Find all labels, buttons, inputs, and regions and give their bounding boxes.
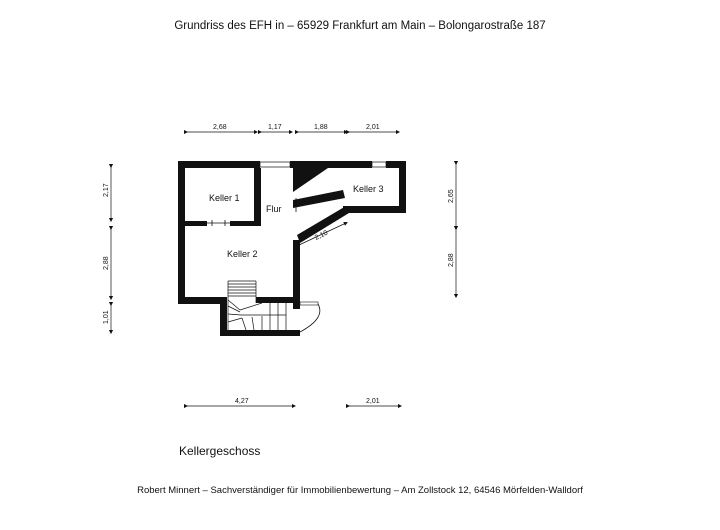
dim-left-1: 2,17: [103, 183, 110, 197]
floor-label: Kellergeschoss: [179, 444, 261, 458]
wall-right-keller3: [399, 161, 406, 213]
wall-top-left: [178, 161, 260, 168]
door-swing-exterior: [300, 304, 320, 332]
window-top-right: [372, 162, 386, 167]
wall-keller1-bottom-right: [230, 221, 261, 226]
dim-bottom-2: 2,01: [366, 398, 380, 405]
dim-bottom-1: 4,27: [235, 398, 249, 405]
wall-flur-right: [293, 240, 300, 304]
wall-bottom-left: [178, 297, 220, 304]
dim-left-3: 1,01: [103, 310, 110, 324]
footer-text: Robert Minnert – Sachverständiger für Immobilienbewertung – Am Zollstock 12, 64546 Mörfelden-Walldorf: [137, 485, 583, 496]
dim-left-2: 2,88: [103, 256, 110, 270]
room-keller1: Keller 1: [209, 193, 240, 203]
window-top-left: [260, 162, 290, 167]
wall-left: [178, 161, 185, 304]
wall-chimney: [293, 168, 328, 192]
dim-top-3: 1,88: [314, 124, 328, 131]
room-keller2: Keller 2: [227, 249, 258, 259]
door-leaf-exterior: [300, 302, 318, 305]
dim-right-1: 2,65: [448, 189, 455, 203]
wall-stair-right: [293, 297, 300, 309]
dim-top-4: 2,01: [366, 124, 380, 131]
wall-keller1-bottom-left: [185, 221, 207, 226]
wall-bottom-keller3: [343, 206, 406, 213]
plan-title: Grundriss des EFH in – 65929 Frankfurt am Main – Bolongarostraße 187: [174, 20, 546, 32]
dim-top-2: 1,17: [268, 124, 282, 131]
wall-stair-bottom: [220, 330, 300, 336]
wall-top-mid: [290, 161, 372, 168]
wall-flur-diagonal-upper: [293, 190, 345, 208]
dim-diagonal: 2,10: [313, 229, 330, 242]
staircase: [228, 281, 286, 330]
wall-keller1-right: [254, 168, 261, 224]
dim-top-1: 2,68: [213, 124, 227, 131]
room-keller3: Keller 3: [353, 184, 384, 194]
dim-right-2: 2,88: [448, 253, 455, 267]
room-flur: Flur: [266, 204, 282, 214]
